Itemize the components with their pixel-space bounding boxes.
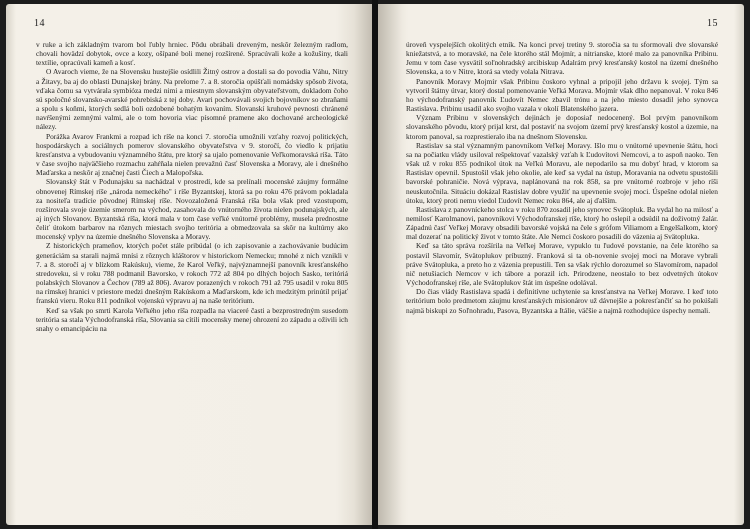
paragraph: Rastislava z panovníckeho stolca v roku 870 zosadil jeho synovec Svätopluk. Ba vydal ho na milosť a nemilosť Karolmanovi, panovníkovi Východofranskej ríše, ktorý ho oslepil a odsúdil na doživotný žalár. Západnú časť Veľkej Moravy obsadili bavorské vojská na čele s grófom Viliamom a Engelšalkom, ktorý mal dozerať na politický život v tomto štáte. Ale Nemci čoskoro posadili do väzenia aj Svätopluka. — [406, 204, 718, 242]
paragraph: Keď sa však po smrti Karola Veľkého jeho ríša rozpadla na viaceré časti a bezprostredným susedom teritória sa stala Východofranská ríša, Slovania sa cítili mocensky menej ohrození zo západu a oživili ich snahy o emancipáciu na — [36, 305, 348, 333]
right-page — [378, 4, 744, 525]
paragraph: Porážka Avarov Frankmi a rozpad ich ríše na konci 7. storočia umožnili vzťahy rozvoj politických, hospodárskych a sociálnych pomerov slovanského obyvateľstva v 9. storočí, čo viedlo k prijatiu kresťanstva a vybudovaniu významného štátu, pre ktorý sa ujalo pomenovanie Veľkomoravská ríša. Táto v čase svojho najväčšieho rozmachu zahŕňala nielen prevažnú časť Slovenska a Moravy, ale i dnešného Maďarska a neskôr aj značnej časti Čiech a Malopoľska. — [36, 131, 348, 178]
page-number-right: 15 — [707, 18, 718, 29]
left-page-text — [36, 40, 348, 333]
paragraph: Do čias vlády Rastislava spadá i definitívne uchytenie sa kresťanstva na Veľkej Morave. I keď toto teritórium bolo predmetom záujmu kresťanských misionárov už dávnejšie a pokresťančiť sa ho pokúšali najmä biskupi zo Soľnohradu, Pasova, Byzantska a Itálie, väčšie a najmä rozhodujúce úspechy nemali. — [406, 287, 718, 315]
paragraph: Panovník Moravy Mojmír však Pribinu čoskoro vyhnal a pripojil jeho državu k svojej. Tým sa vytvoril štátny útvar, ktorý dostal pomenovanie Veľká Morava. Mojmír však dlho nepanoval. V roku 846 ho východofranský panovník Ľudovít Nemec zbavil trónu a na jeho miesto dosadil jeho synovca Rastislava. Pribinu usadil ako svojho vazala v okolí Blatenského jazera. — [406, 76, 718, 114]
right-page-text — [406, 40, 718, 315]
paragraph: Slovanský štát v Podunajsku sa nachádzal v prostredí, kde sa prelínali mocenské záujmy formálne obnovenej Rímskej ríše „národa nemeckého" i ríše Byzantskej, ktorá sa po roku 476 právom pokladala za nositeľa tradície pôvodnej Rímskej ríše. Novozaložená Franská ríša bola však pred vzostupom, rozširovala svoje územie smerom na východ, zasahovala do vnútorného života nielen podunajských, ale aj iných Slovanov. Byzantská ríša, ktorá mala v tom čase veľké vnútorné problémy, musela prednostne čeliť útokom barbarov na rôznych miestach svojho teritória a obmedzovala sa skôr na kultúrny ako mocenský vplyv na územie dnešného Slovenska a Moravy. — [36, 177, 348, 242]
paragraph: Rastislav sa stal významným panovníkom Veľkej Moravy. Išlo mu o vnútorné upevnenie štátu, hoci sa na počiatku vlády usiloval rešpektovať vazalský vzťah k Ľudovítovi Nemcovi, a to aspoň naoko. Ten však už v roku 855 podnikol útok na Veľkú Moravu, ale nepodarilo sa mu dobyť hrad, v ktorom sa Rastislav opevnil. Spustošil však jeho okolie, ale keď sa vydal na ústup, Moravania na odvetu spustošili bavorské pohraničie. Nová výprava, naplánovaná na rok 858, sa pre vnútorné rozbroje v jeho ríši neuskutočnila. Situáciu dokázal Rastislav dobre využiť na upevnenie svojej moci. Úspešne odolal nielen útoku, ktorý proti nemu viedol Ľudovít Nemec roku 864, ale aj ďalším. — [406, 140, 718, 205]
page-number-left: 14 — [34, 18, 45, 29]
paragraph: Keď sa táto správa rozšírila na Veľkej Morave, vypuklo tu ľudové povstanie, na čele ktorého sa postavil Slavomír, Svätoplukov príbuzný. Franková si ta ob-novenie svojej moci na Morave vybrali práve Svätopluka, a preto ho z väzenia prepustili. Ten sa však rýchlo dorozumel so Slavomírom, napadol nič netušiacich Nemcov v ich tábore a porazil ich. Prirodzene, neostalo to bez odvetných útokov Východofranskej ríše, ale Svätoplukov štát im úspešne odolával. — [406, 241, 718, 288]
paragraph: v ruke a ich základným tvarom bol ľubly hrniec. Pôdu obrábali dreveným, neskôr železným radlom, chovali hovädzí dobytok, ovce a kozy, ošípané boli menej rozšírené. Spracúvali kože a kožušiny, tkali textílie, opracúvali kameň a kosť. — [36, 40, 348, 68]
gutter-shadow — [354, 4, 372, 525]
paragraph: Z historických prameňov, ktorých počet stále pribúdal (o ich zapisovanie a zachovávanie budúcim generáciám sa starali najmä mnísi z rôznych kláštorov v historickom Nemecku; mnohé z nich vznikli v 7. a 8. storočí aj v blízkom Rakúsku), vieme, že Karol Veľký, najvýznamnejší panovník kresťanského stredoveku, si v roku 788 podmanil Bavorsko, v rokoch 772 až 804 po dlhých bojoch Sasko, teritóriá polabských Slovanov a Čechov (789 až 806). Avarov porazených v rokoch 791 až 795 usadil v roku 805 na rímskej hranici v priestore medzi dnešným Rakúskom a Maďarskom, kde ich medzitým prinútil prijať franskú vieru. Roku 811 podnikol vojenskú výpravu aj na naše teritórium. — [36, 241, 348, 306]
left-page — [6, 4, 372, 525]
paragraph: O Avaroch vieme, že na Slovensku hustejšie osídlili Žitný ostrov a dostali sa do povodia Váhu, Nitry a Žitavy, ba aj do oblasti Dunajskej brány. Na prelome 7. a 8. storočia opúšťali nomádsky spôsob života, vďaka čomu sa vytvárala symbióza medzi nimi a miestnym slovanským obyvateľstvom, dokladom čoho sú spoločné slovansko-avarské pohrebiská z tej doby. Avari pochovávali svojich bojovníkov so zbraňami a spolu s koňmi, ktorých sedlá boli ozdobené bohatým kovaním. Slovanskí kruhové pevnosti chránené navŕšenými zemnými valmi, ale o tom hovoria viac písomné pramene ako dochované archeologické nálezy. — [36, 67, 348, 132]
paragraph: Význam Pribinu v slovenských dejinách je doposiaľ nedocenený. Bol prvým panovníkom slovanského pôvodu, ktorý prijal krst, dal postaviť na svojom území prvý kresťanský kostol a územie, na ktorom panoval, sa rozprestieralo iba na dnešnom Slovensku. — [406, 113, 718, 141]
gutter-shadow — [378, 4, 402, 525]
paragraph: úroveň vyspelejších okolitých etník. Na konci prvej tretiny 9. storočia sa tu sformovali dve slovanské kniežatstvá, a to moravské, na čele ktorého stál Mojmír, a nitrianske, ktoré malo za panovníka Pribinu. Jemu v tom čase vysvätil soľnohradský arcibiskup Adalrám prvý kresťanský kostol na území dnešného Slovenska, a to v Nitre, ktorá sa vtedy volala Nitrava. — [406, 40, 718, 77]
